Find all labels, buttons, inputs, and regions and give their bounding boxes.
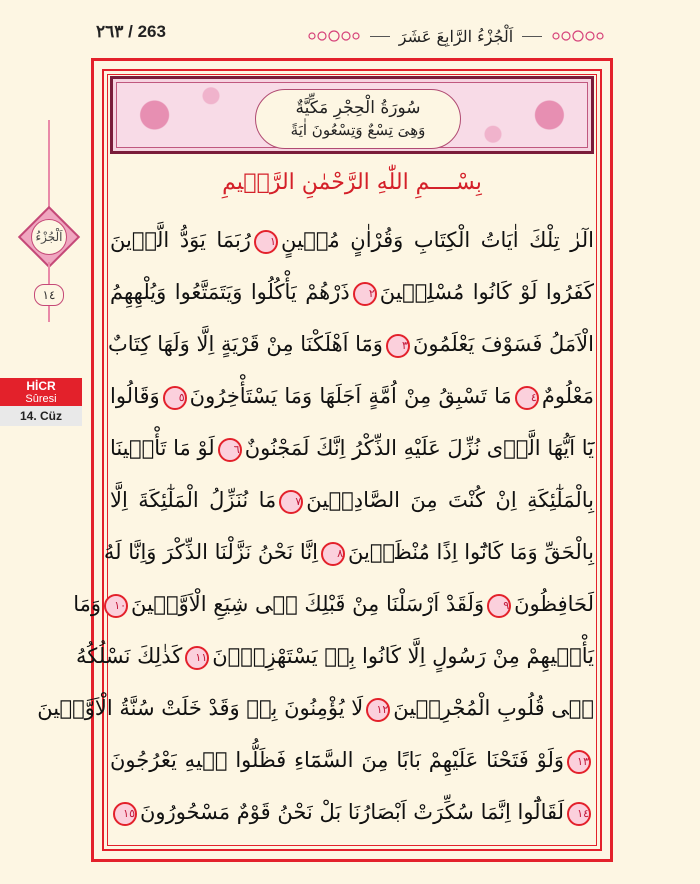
surah-cartouche [255, 89, 461, 149]
verse-text: بِالْمَلٰٓئِكَةِ اِنْ كُنْتَ مِنَ الصَّادِق۪ينَ [306, 488, 595, 512]
verse-text: يَٓا اَيُّهَا الَّذ۪ى نُزِّلَ عَلَيْهِ الذِّكْرُ اِنَّكَ لَمَجْنُونٌ [244, 436, 594, 460]
juz-title: اَلْجُزْءُ الرَّابِعَ عَشَرَ [398, 26, 514, 46]
verse-marker: ١ [254, 230, 278, 254]
verse-line [110, 734, 594, 786]
verse-line [76, 630, 594, 682]
verse-line [73, 578, 594, 630]
verse-marker: ٨ [321, 542, 345, 566]
surah-tab[interactable] [0, 378, 82, 406]
verse-line [103, 526, 594, 578]
margin-stem [48, 120, 50, 215]
verse-text: بِالْحَقِّ وَمَا كَانُٓوا اِذًا مُنْظَر۪ينَ [348, 540, 594, 564]
verse-marker: ١٠ [104, 594, 128, 618]
verse-marker: ٢ [353, 282, 377, 306]
juz-number-badge: ١٤ [34, 284, 64, 306]
banner-ornament [116, 82, 588, 148]
heading-rule [370, 36, 390, 37]
verse-text: اِنَّا نَحْنُ نَزَّلْنَا الذِّكْرَ وَاِنَّا لَهُ [103, 540, 318, 564]
verse-text: مَا نُنَزِّلُ الْمَلٰٓئِكَةَ اِلَّا [110, 488, 277, 512]
verse-marker: ٧ [279, 490, 303, 514]
page-header [96, 22, 606, 52]
verse-text: الْاَمَلُ فَسَوْفَ يَعْلَمُونَ [412, 332, 594, 356]
verse-text: مَا تَسْبِقُ مِنْ اُمَّةٍ اَجَلَهَا وَمَا يَسْتَأْخِرُونَ [189, 384, 512, 408]
verse-text: ذَرْهُمْ يَأْكُلُوا وَيَتَمَتَّعُوا وَيُلْهِهِمُ [110, 280, 350, 304]
verse-line [110, 370, 594, 422]
juz-tab[interactable]: 14. Cüz [0, 406, 82, 426]
verse-text: وَمَا [73, 592, 102, 616]
verse-text: كَذٰلِكَ نَسْلُكُهُ [76, 644, 183, 668]
verse-marker: ١٤ [567, 802, 591, 826]
verse-line [110, 474, 594, 526]
surah-title: سُورَةُ الْحِجْرِ مَكِّيَّةٌ [295, 98, 421, 118]
verse-text: وَلَقَدْ اَرْسَلْنَا مِنْ قَبْلِكَ ف۪ى شِيَعِ الْاَوَّل۪ينَ [131, 592, 485, 616]
verse-text: رُبَمَا يَوَدُّ الَّذ۪ينَ [110, 228, 251, 252]
surah-tab-suffix: Sûresi [25, 393, 57, 405]
medallion-label: اَلْجُزْءُ [31, 219, 67, 255]
verse-text: لَحَافِظُونَ [514, 592, 594, 616]
verse-marker: ٥ [163, 386, 187, 410]
heading-rule [522, 36, 542, 37]
verse-marker: ١١ [185, 646, 209, 670]
ornament-right-icon [550, 29, 606, 43]
verse-text: يَأْت۪يهِمْ مِنْ رَسُولٍ اِلَّا كَانُوا بِه۪ يَسْتَهْزِؤُ۫نَ [212, 644, 594, 668]
verse-marker: ٦ [218, 438, 242, 462]
verse-line [110, 786, 594, 838]
surah-subtitle: وَهِىَ تِسْعٌ وَتِسْعُونَ اٰيَةً [290, 121, 426, 139]
verse-marker: ١٣ [567, 750, 591, 774]
verse-text: لَا يُؤْمِنُونَ بِه۪ وَقَدْ خَلَتْ سُنَّةُ الْاَوَّل۪ينَ [37, 696, 364, 720]
verse-marker: ١٢ [366, 698, 390, 722]
page-number: ٢٦٣ / 263 [96, 22, 166, 41]
verse-line [110, 422, 594, 474]
verse-text: كَفَرُوا لَوْ كَانُوا مُسْلِم۪ينَ [379, 280, 594, 304]
verse-marker: ١٥ [113, 802, 137, 826]
verse-text: لَقَالُٓوا اِنَّمَا سُكِّرَتْ اَبْصَارُنَا بَلْ نَحْنُ قَوْمٌ مَسْحُورُونَ [140, 800, 564, 824]
verse-text: لَوْ مَا تَأْت۪ينَا [109, 436, 215, 460]
verse-marker: ٩ [487, 594, 511, 618]
surah-tab-name: HİCR [26, 379, 56, 393]
basmala: بِسْــــمِ اللّٰهِ الرَّحْمٰنِ الرَّح۪يمِ [222, 170, 482, 195]
verse-text: وَلَوْ فَتَحْنَا عَلَيْهِمْ بَابًا مِنَ السَّمَٓاءِ فَظَلُّوا ف۪يهِ يَعْرُجُونَ [110, 748, 564, 772]
verse-marker: ٤ [515, 386, 539, 410]
verse-text: وَقَالُوا [110, 384, 160, 408]
juz-heading [306, 22, 606, 50]
ornament-left-icon [306, 29, 362, 43]
verse-text: الٓرٰ تِلْكَ اٰيَاتُ الْكِتَابِ وَقُرْاٰنٍ مُب۪ينٍ [280, 228, 594, 252]
juz-medallion [20, 208, 78, 266]
verse-marker: ٣ [386, 334, 410, 358]
verse-text: مَعْلُومٌ [541, 384, 594, 408]
verse-line [110, 214, 594, 266]
verse-line [110, 266, 594, 318]
verse-line [110, 318, 594, 370]
verse-line [37, 682, 594, 734]
verse-text: ف۪ى قُلُوبِ الْمُجْرِم۪ينَ [393, 696, 594, 720]
verse-text: وَمَٓا اَهْلَكْنَا مِنْ قَرْيَةٍ اِلَّا وَلَهَا كِتَابٌ [108, 332, 383, 356]
surah-banner [110, 76, 594, 154]
